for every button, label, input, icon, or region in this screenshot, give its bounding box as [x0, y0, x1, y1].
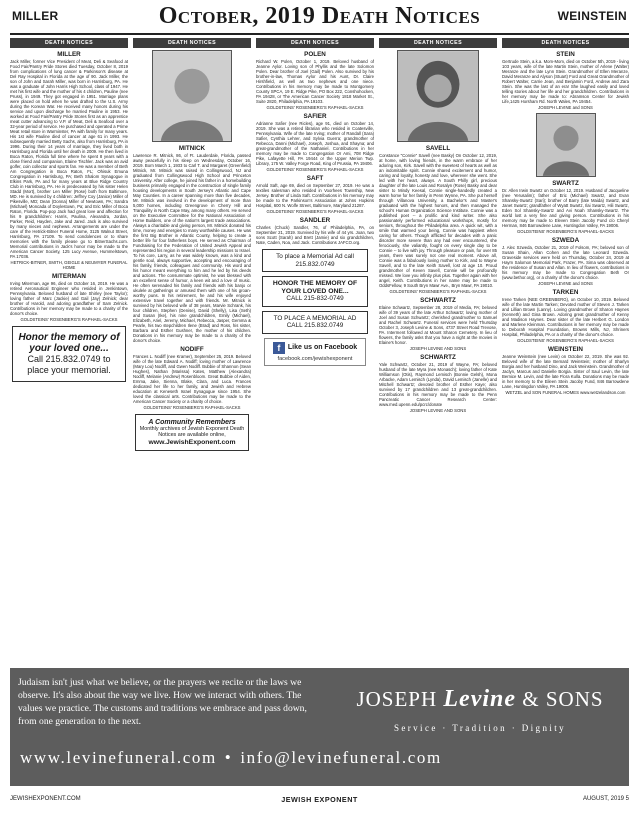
- logo-tagline: Service · Tradition · Dignity: [393, 723, 567, 733]
- funeral-home: GOLDSTEINS' ROSENBERG'S RAPHAEL-SACKS: [266, 105, 364, 110]
- funeral-home: GOLDSTEINS' ROSENBERG'S RAPHAEL-SACKS: [20, 317, 118, 322]
- bullet-separator: •: [224, 748, 233, 767]
- obituary-nodiff: [133, 346, 251, 410]
- swartz-photo: [536, 113, 596, 177]
- obituary-name: SCHWARTZ: [420, 297, 456, 304]
- column-header: DEATH NOTICES: [379, 38, 497, 48]
- ad-headline: Honor the memory of your loved one...: [18, 332, 120, 354]
- obituary-name: MITNICK: [178, 145, 206, 152]
- obituary-text: Richard W. Polen, October 1, 2019. Beloved husband of Jeanne Aylor. Loving son of Phyllis and the late Solomon Polen. Dear brother of Joel (Gail) Polen. Also survived by his brother-in-law, Thomas Aylor and his Aunt, Dr. Claire Hirshfield, as well as two nephews and one niece. Contributions in his memory may be made to Montgomery County SPCA, 19 E. Ridge Pike, PO Box 222, Conshohocken, PA 19428, or The American Cancer Society 1818 Market St., Suite 2820, Philadelphia, PA 19103.: [256, 59, 374, 104]
- obituary-name: SANDLER: [299, 217, 331, 224]
- box-title: A Community Remembers: [148, 419, 236, 426]
- footer-date-page: AUGUST, 2019 5: [582, 796, 629, 802]
- obituary-savell: [379, 145, 497, 294]
- obituary-text: Charles (Chuck) Sandler, 76, of Philadelphia, PA, on September 21, 2019. Survived by his wife of 44 yrs. Joan, two sons Scott (Sarah) and Brett (Jamie) and six grandchildren, Nate, Caden, Noa, and Jack. Contributions JAFCO.org.: [256, 225, 374, 245]
- obituary-text: Constance "Connie" Savell (nee Basky) On October 12, 2019, at home, with loving friends, in the warm embrace of her adoring son, Kirk. Savell with the sweetest of hearts as well as an indomitable spirit. Connie shared excitement and humor, caring and loyalty, honesty and love, wherever she went. She led with her heart, always. A South Philly girl, precious daughter of the late Louis and Rosalyn (Rose) Basky and dear sister to Mindy Keesal, Connie single-handedly created a warm home for her family in Penn Wynne, PA. She put herself through Villanova University, a Bachelor's and Master's graduated with the highest honors, and then managed the school's Human Organization Science Institute. Connie was a published poet -- a prolific and kind writer. She also passionately performed educational workshops, mostly for seniors, throughout the Philadelphia area. A quick wit, with a smile that warmed your being, Connie was happiest when caring for others. Though afflicted for decades with a panic disorder more severe than any had ever encountered, she ferociously, she valiantly, fought on every single day to be Connie -- to live with joy. Through pleasure or pain, for over 85 years, there was surely not one real moment. Above all, Connie was a fabulously loving mother to Kirk, and to Wayne Savell, and to the late Keith Savell, lost at age 10. Proud grandmother of Keven Savell, Connie will be profoundly missed. We love you infinity plus plus. Together again with her angel, Keith. Contributions in her name may be made to OddsFellow, 9 South Bryn Mawr Ave., Bryn Mawr, PA 19010.: [379, 153, 497, 288]
- obituary-name: NODIFF: [180, 346, 204, 353]
- community-remembers-box: [135, 414, 249, 451]
- logo-joseph: JOSEPH: [356, 687, 438, 711]
- facebook-icon: f: [273, 342, 285, 354]
- funeral-home: HETRICK-BITNER, SMITH, GEIGLE & NEUMYER FUNERAL HOME: [10, 260, 128, 270]
- obituary-name: MILLER: [57, 51, 81, 58]
- obituary-schwartz-elaine: [379, 297, 497, 351]
- column-3: [256, 38, 374, 664]
- levine-funeral-banner: [10, 668, 629, 786]
- logo-levine: Levine: [443, 686, 517, 712]
- portrait-placeholder-icon: [153, 51, 231, 141]
- column-5: [502, 38, 629, 664]
- mitnick-photo: [152, 50, 232, 142]
- logo-sons: & SONS: [522, 687, 604, 711]
- obituary-text: Lawrence R. Mitnick, 86, of Ft. Lauderdale, Florida, passed away peacefully in his sleep on Wednesday, October 16, 2019. Born March 1, 1933 to Carl T. and Margaret (Greenfield) Mitnick, Mr. Mitnick was raised in Collingswood, NJ and graduated from Collingswood High School and Princeton University. After college, he joined his father in a homebuilding business primarily engaged in the construction of single family housing developments in South Jersey's Atlantic and Cape May Counties. In a career spanning more than five decades, Mr. Mitnick was involved in the development of more than 5,000 homes, including Greengrove in Cherry Hill and Tranquility in North Cape May, among many others. He served on the Executive Committee for the National Association of Home Builders, one of the nation's largest trade associations. Always a charitable and giving person, Mr. Mitnick donated his time, money and energies to many worthwhile causes. He was the first Big Brother in Atlantic County, helping to create a better life for four fatherless boys. He served as Chairman of Fundraising for the Federation of United Jewish Appeal and represented his region in several leadership missions to Israel. To his core, Larry, as he was widely known, was a kind and gentle soul, always supportive, accepting and encouraging of his family, friends, colleagues and community. His word and his honor meant everything to him and he led by his deeds and actions. The consummate optimist, he was blessed with an excellent sense of humor, a keen wit and a love of music. He often serenaded his family and friends with his banjo or ukulele at gatherings or amused them with one of his groan-worthy puns. In his retirement, he and his wife enjoyed extensive travel together and with friends. Mr. Mitnick is survived by his beloved wife of 38 years, Marvie Schrank, his four children, Stephen (Denise), David (Shelly), Lisa (Seth) and Susan (Ike), his nine grandchildren, Emily (Michael), Elizabeth, Ariel, Jeremy, Michael, Rebecca, Jasper, Gemma & Pearle, his two stepchildren Ilene (Brad) and Ross, his sister, Barbara and Esther Gushner, the mother of his children. Donations in his memory may be made to a charity of the donor's choice.: [133, 153, 251, 343]
- funeral-home: GOLDSTEINS' ROSENBERG'S RAPHAEL-SACKS: [516, 229, 615, 234]
- column-header: DEATH NOTICES: [256, 38, 374, 48]
- obituary-text: J. Alec Szweda, October 21, 2019 of Folsom, PA; beloved son of Susan Shain, Allan Cohen and the late Leonard Szweda. Graveside services were held on Thursday, October 24, 2019 at Haym Salomon Memorial Park, Frazer, PA. Sima was observed at the residence of Susan and Allan. In lieu of flowers, contributions in his memory may be made to Congregation Beth Or (www.bethor.org), or a charity of the donor's choice.: [502, 245, 629, 280]
- obituary-name: SCHWARTZ: [420, 354, 456, 361]
- banner-contacts: [20, 748, 619, 768]
- box-text: Monthly archives of Jewish Exponent Death Notices are available online,: [139, 426, 245, 439]
- honor-memory-ad: [12, 326, 126, 382]
- obituary-text: Dr. Allen Irwin Swartz on October 12, 2019. Husband of Jacqueline (nee Yerusalim); father of Eric (Michael) Swartz, and Evan Shansky-Swartz (Sari); brother of Barry (late Maida) Swartz, and Janet Swartz; grandfather of Wyatt Swartz, Ilai Swartz, Hili Swartz, Eden Sol Shansky-Swartz and Avi Noah Shansky-Swartz. The world lost a very fine and giving person. Contributions in his memory may be made to Eleven Stein Jacoby Fund c/o Cheryl Herman, 846 Barrowdene Lane, Huntingdon Valley, PA 19006.: [502, 188, 629, 228]
- obituary-name: SAFT: [306, 175, 324, 182]
- funeral-home: JOSEPH LEVINE AND SONS: [409, 346, 467, 351]
- column-header: DEATH NOTICES: [133, 38, 251, 48]
- column-4: [379, 38, 497, 664]
- portrait-placeholder-icon: [537, 114, 595, 176]
- obituary-text: Irene Tarken (NEE GREENBERG), on October 10, 2019. Beloved wife of the late Martin Tarken; Devoted mother of Steven J. Tarken and Lillian Brown (Lanny). Loving grandmother of Sharon Haynes (Kenneth) and Gina Brown. Adoring great grandmother of Kenny and Madison Haynes. Dear sister of the late Herbert G. London and Marlene Kleinman. Contributions in her memory may be made to Deborah Hospital Foundation, Browns Mills, NJ, Shriners Hospital, Philadelphia, PA or a charity of the donor's choice.: [502, 297, 629, 337]
- obituary-miterman: [10, 273, 128, 322]
- obituary-name: SZWEDA: [551, 237, 580, 244]
- funeral-home: JOSEPH LEVINE and SONS: [538, 105, 593, 110]
- running-head-right: WEINSTEIN: [557, 9, 627, 23]
- obituary-name: WEINSTEIN: [548, 346, 583, 353]
- obituary-text: Elaine Schwartz, September 28, 2019 of Media, PA; beloved wife of 39 years of the late Arthur Schwartz; loving mother of Joel and Susan Schwartz; cherished grandmother to Samuel and Rachel Schwartz. Funeral services were held Thursday October 3, Joseph Levine & Sons, 4737 Street Road Trevose, PA. Interment followed at Mount Sharon Cemetery. In lieu of flowers, the family asks that you have a night at the movies in Elaine's honor.: [379, 305, 497, 345]
- masthead-rule: [10, 33, 629, 35]
- website-link[interactable]: www.JewishExponent.com: [148, 438, 236, 446]
- obituary-name: MITERMAN: [52, 273, 86, 280]
- ad-phone: Call 215.832.0749 to place your memorial.: [27, 354, 111, 375]
- obituary-text: Gertrude Stein, a.k.a. Mom-Mom, died on October 5th, 2019 - living 103 years, wife of the late Martin Stein, mother of Arlene (Walter) Meranze and the late Lynn Stein. Grandmother of Ellen Meranze, David Meranze and Alyson (Stuart) Ford and Great Grandmother of Robert Walter, Carrie Jean, and Benjamin Ford, Andrew and Zara Stein. She was the last of an era! She laughed easily and loved telling stories about her life and her grandchildren. Contributions in her memory may be made to: Abramson Center for Jewish Life,1425 Horsham Rd. North Wales, PA 19454.: [502, 59, 629, 104]
- funeral-home: JOSEPH LEVINE and SONS: [538, 281, 593, 286]
- obituary-text: Jeanne Weinstein (nee Levin) on October 22, 2019. She was 92. Beloved wife of the late Bernard Weinstein; mother of Sharlyn Borgia and her husband Dino, and Jack Weinstein. Grandmother of Jaclyn, Marcus and Danielle Borgia. Sister of Saul Levin, the late Bernice M. Levin, and the late Flora Kulla. Donations may be made in her memory to the Eileen Stein Jacoby Fund, 846 Barrowdene Lane, Huntingdon Valley, PA 19006.: [502, 354, 629, 389]
- obituary-sandler: [256, 217, 374, 245]
- obituary-name: STEIN: [556, 51, 575, 58]
- obituary-text: Adrianne Safier (nee Ricles), age 91, died on October 14, 2019. She was a retired librarian who resided in Coatesville, Pennsylvania. Wife of the late Irving; mother of Randall (Sara) Safier, Cynthia Lehrer, and Sylvia Guerra; grandmother of Rebecca, Danni (Michael), Joseph, Joshua, and Shayna; and great-grandmother of the Nathaniel. Contributions in her memory may be made to Congregation Or Ami, 708 Ridge Pike, Lafayette Hill, PA 19444 or the Upper Merion Twp. Library, 175 W. Valley Forge Road, King of Prussia, PA 19406.: [256, 121, 374, 166]
- obituary-text: Yale Schwartz, October 21, 2019 of Wayne, PA; beloved husband of the late Myra (nee Monasch); loving father of Kate Williamson (Otis), Raymond Lemisch (Bonnie Gelsh), Mona Arbacke, Adam Lemisch (Lynda), David Lemisch (Janelle) and Mitchell Schwartz; devoted brother of Esther Kaye; also survived by 17 grandchildren and 13 great-grandchildren. Contributions in his memory may be made to the Penn Pancreatic Cancer Research Center: www.med.upenn.edu/pcrc/donate: [379, 362, 497, 407]
- funeral-home: GOLDSTEINS' ROSENBERG'S RAPHAEL-SACKS: [266, 209, 364, 214]
- page-title: October, 2019 Death Notices: [158, 3, 481, 29]
- obituary-schwartz-yale: [379, 354, 497, 413]
- honor-memory-box: [262, 276, 368, 307]
- funeral-home: WETZEL and SON FUNERAL HOMES www.wetzelandson.com: [505, 390, 626, 395]
- portrait-placeholder-icon: [398, 51, 478, 141]
- obituary-safier: [256, 113, 374, 172]
- email-link[interactable]: info@levinefuneral.com: [240, 748, 442, 767]
- obituary-miller: [10, 51, 128, 270]
- obituary-saft: [256, 175, 374, 214]
- banner-quote: Judaism isn't just what we believe, or the prayers we recite or the laws we observe. It's also about the way we live. How we interact with others. The values we practice. The customs and traditions we embrace and pass down, from one generation to the next.: [18, 677, 307, 727]
- website-link[interactable]: www.levinefuneral.com: [20, 748, 217, 767]
- obituary-text: Arnold Saft, age 69, died on September 27, 2019. He was a textiles salesman who resided in Voorhees Township, New Jersey. Brother of Linda Saft. Contributions in his memory may be made to the Parkinson's Association at Johns Hopkins Hospital, 600 N. Wolfe Street, Baltimore, Maryland 21287.: [256, 183, 374, 208]
- facebook-url[interactable]: facebook.com/jewishexponent: [277, 355, 353, 362]
- obituary-swartz: [502, 180, 629, 234]
- obituary-polen: [256, 51, 374, 110]
- funeral-home: GOLDSTEINS' ROSENBERG'S RAPHAEL-SACKS: [266, 167, 364, 172]
- column-1: [10, 38, 128, 664]
- obituary-mitnick: [133, 145, 251, 343]
- like-us-text: Like us on Facebook: [287, 343, 358, 351]
- obituary-szweda: [502, 237, 629, 286]
- obituary-text: Frances L. Nodiff (nee Kramer), September 25, 2019. Beloved wife of the late Edward A. Nodiff; loving mother of Lawrence (Mary Lou) Nodiff, and Gwen Nodiff. Bubbie of Shannon (Sean Hughes), Nathan (Marissa) Kates, Matthew (Alexandra) Nodiff, Melanie (Andrew) Rosenbloom. Great Bubbie of Aiden, Emma, Jake, Sienna, Blake, Clara, and Luca. Frances dedicated her life to her family, and Jewish and Hebrew education at Keneseth Israel Synagogue since 1954. She loved the classical arts. Contributions may be made to the American Cancer Society or a charity of choice.: [133, 354, 251, 404]
- obituary-weinstein: [502, 346, 629, 395]
- column-2: [133, 38, 251, 664]
- box-phone: CALL 215-832-0749: [286, 295, 344, 302]
- funeral-home: GOLDSTEINS' ROSENBERG'S RAPHAEL-SACKS: [516, 338, 615, 343]
- funeral-home: GOLDSTEINS' ROSENBERG'S RAPHAEL-SACKS: [143, 405, 241, 410]
- running-head-left: MILLER: [12, 9, 59, 23]
- box-headline: HONOR THE MEMORY OF YOUR LOVED ONE...: [272, 280, 358, 295]
- obituary-tarken: [502, 289, 629, 343]
- obituary-name: SAFIER: [303, 113, 327, 120]
- column-header: DEATH NOTICES: [10, 38, 128, 48]
- obituary-name: SWARTZ: [552, 180, 579, 187]
- facebook-promo[interactable]: [264, 338, 366, 366]
- memorial-ad-box-2: TO PLACE A MEMORIAL AD CALL 215.832.0749: [262, 311, 368, 334]
- funeral-home: GOLDSTEINS' ROSENBERG'S RAPHAEL-SACKS: [389, 289, 487, 294]
- footer-publication: JEWISH EXPONENT: [281, 795, 358, 804]
- obituary-name: POLEN: [304, 51, 326, 58]
- levine-logo: [330, 686, 630, 733]
- memorial-ad-box: To place a Memorial Ad call 215.832.0749: [262, 249, 368, 272]
- obituary-name: TARKEN: [552, 289, 579, 296]
- obituary-text: Jack Miller, former Vice President of Meat, Deli & Seafood at Food Fair/Pantry Pride Stores died Tuesday, October 8, 2019 from complications of lung cancer & Parkinson's disease at Del Ray Hospital in Florida at the age of 90. Jack Miller, the son of John and Sarah Miller, was born in Harrisburg, PA. He was a graduate of John Harris High School, class of 1947. He met his first wife and the mother of his 4 children, Pauline (nee Pruss), in 1949. They got engaged in 1951. Marriage plans were placed on hold when he was drafted to the U.S. Army during the Korean War. He received many honors during his service and upon discharge he married Pauline in 1953. He worked at Food Fair/Pantry Pride Stores first as an apprentice meat cutter advancing to V.P. of Meat, Deli & Seafood over a 32-year period of service. He purchased and operated a Prime Meat retail store in Warminster, PA with family for many years. His 1st wife Pauline died of cancer at age 61 in 1993. He subsequently married Betty Sachs, also from Harrisburg, PA in 1996. During their 14 years of marriage, they lived both in Harrisburg and Florida until her death in 2009. He then lived in Boca Raton, Florida full time where he spent 8 years with a close friend and companion, Elaine Tischler. Jack was an avid golfer, coin collector and sports fan. He was a member of Beth Am Congregation in Boca Raton, FL; Ohisuk Emuna Congregation in Harrisburg, PA; Beth Shalom Synagogue in Elkins Park, PA and for many years at Blue Ridge Country Club in Harrisburg, PA. He is predeceased by his sister Helen Stadd (Mort), brother Len Miller (Rose) both from Baltimore, MD. He is survived by 4 children: Jeffrey Coy (Janice) Miller of Pikesville, MD; Dean (Donna) Miller of Newtown, PA; Sandra (Michael) Moncada of Doylestown, Pa; and Eric Miller of Boca Raton, Florida. Pop-pop Jack had great love and affection for his 9 grandchildren: Harris, Paulina, Alexandra, Jordan, Parker, Reid, Hayden, Jake and Jared. Jack is also survived by many nieces and nephews. Arrangements are under the care of the Hetrick-Bitner Funeral Home, 3125 Walnut Street, Harrisburg, PA 17109. To send condolences or to share memories with the family please go to BitnerSachs.com. Memorial contributions in Jack's honor may be made to the American Cancer Society, 125 Lucy Avenue, Hummelstown, PA 17036.: [10, 59, 128, 259]
- footer-website: JEWISHEXPONENT.COM: [10, 796, 81, 802]
- obituary-name: SAVELL: [425, 145, 451, 152]
- savell-photo: [397, 50, 479, 142]
- obituary-stein: [502, 51, 629, 110]
- obituary-text: Irving Miterman, age 96, died on October 16, 2019. He was a retired Aeronautical Engineer who resided in Jenkintown, Pennsylvania. Beloved husband of late Shirley (nee Taylor); loving father of Marc (Jackie) and Gail (Jay) Zelnick; dear brother of Harold, and adoring grandfather of Sam Zelnick. Contributions in her memory may be made to a charity of the donor's choice.: [10, 281, 128, 316]
- column-header: DEATH NOTICES: [502, 38, 629, 48]
- funeral-home: JOSEPH LEVINE AND SONS: [409, 408, 467, 413]
